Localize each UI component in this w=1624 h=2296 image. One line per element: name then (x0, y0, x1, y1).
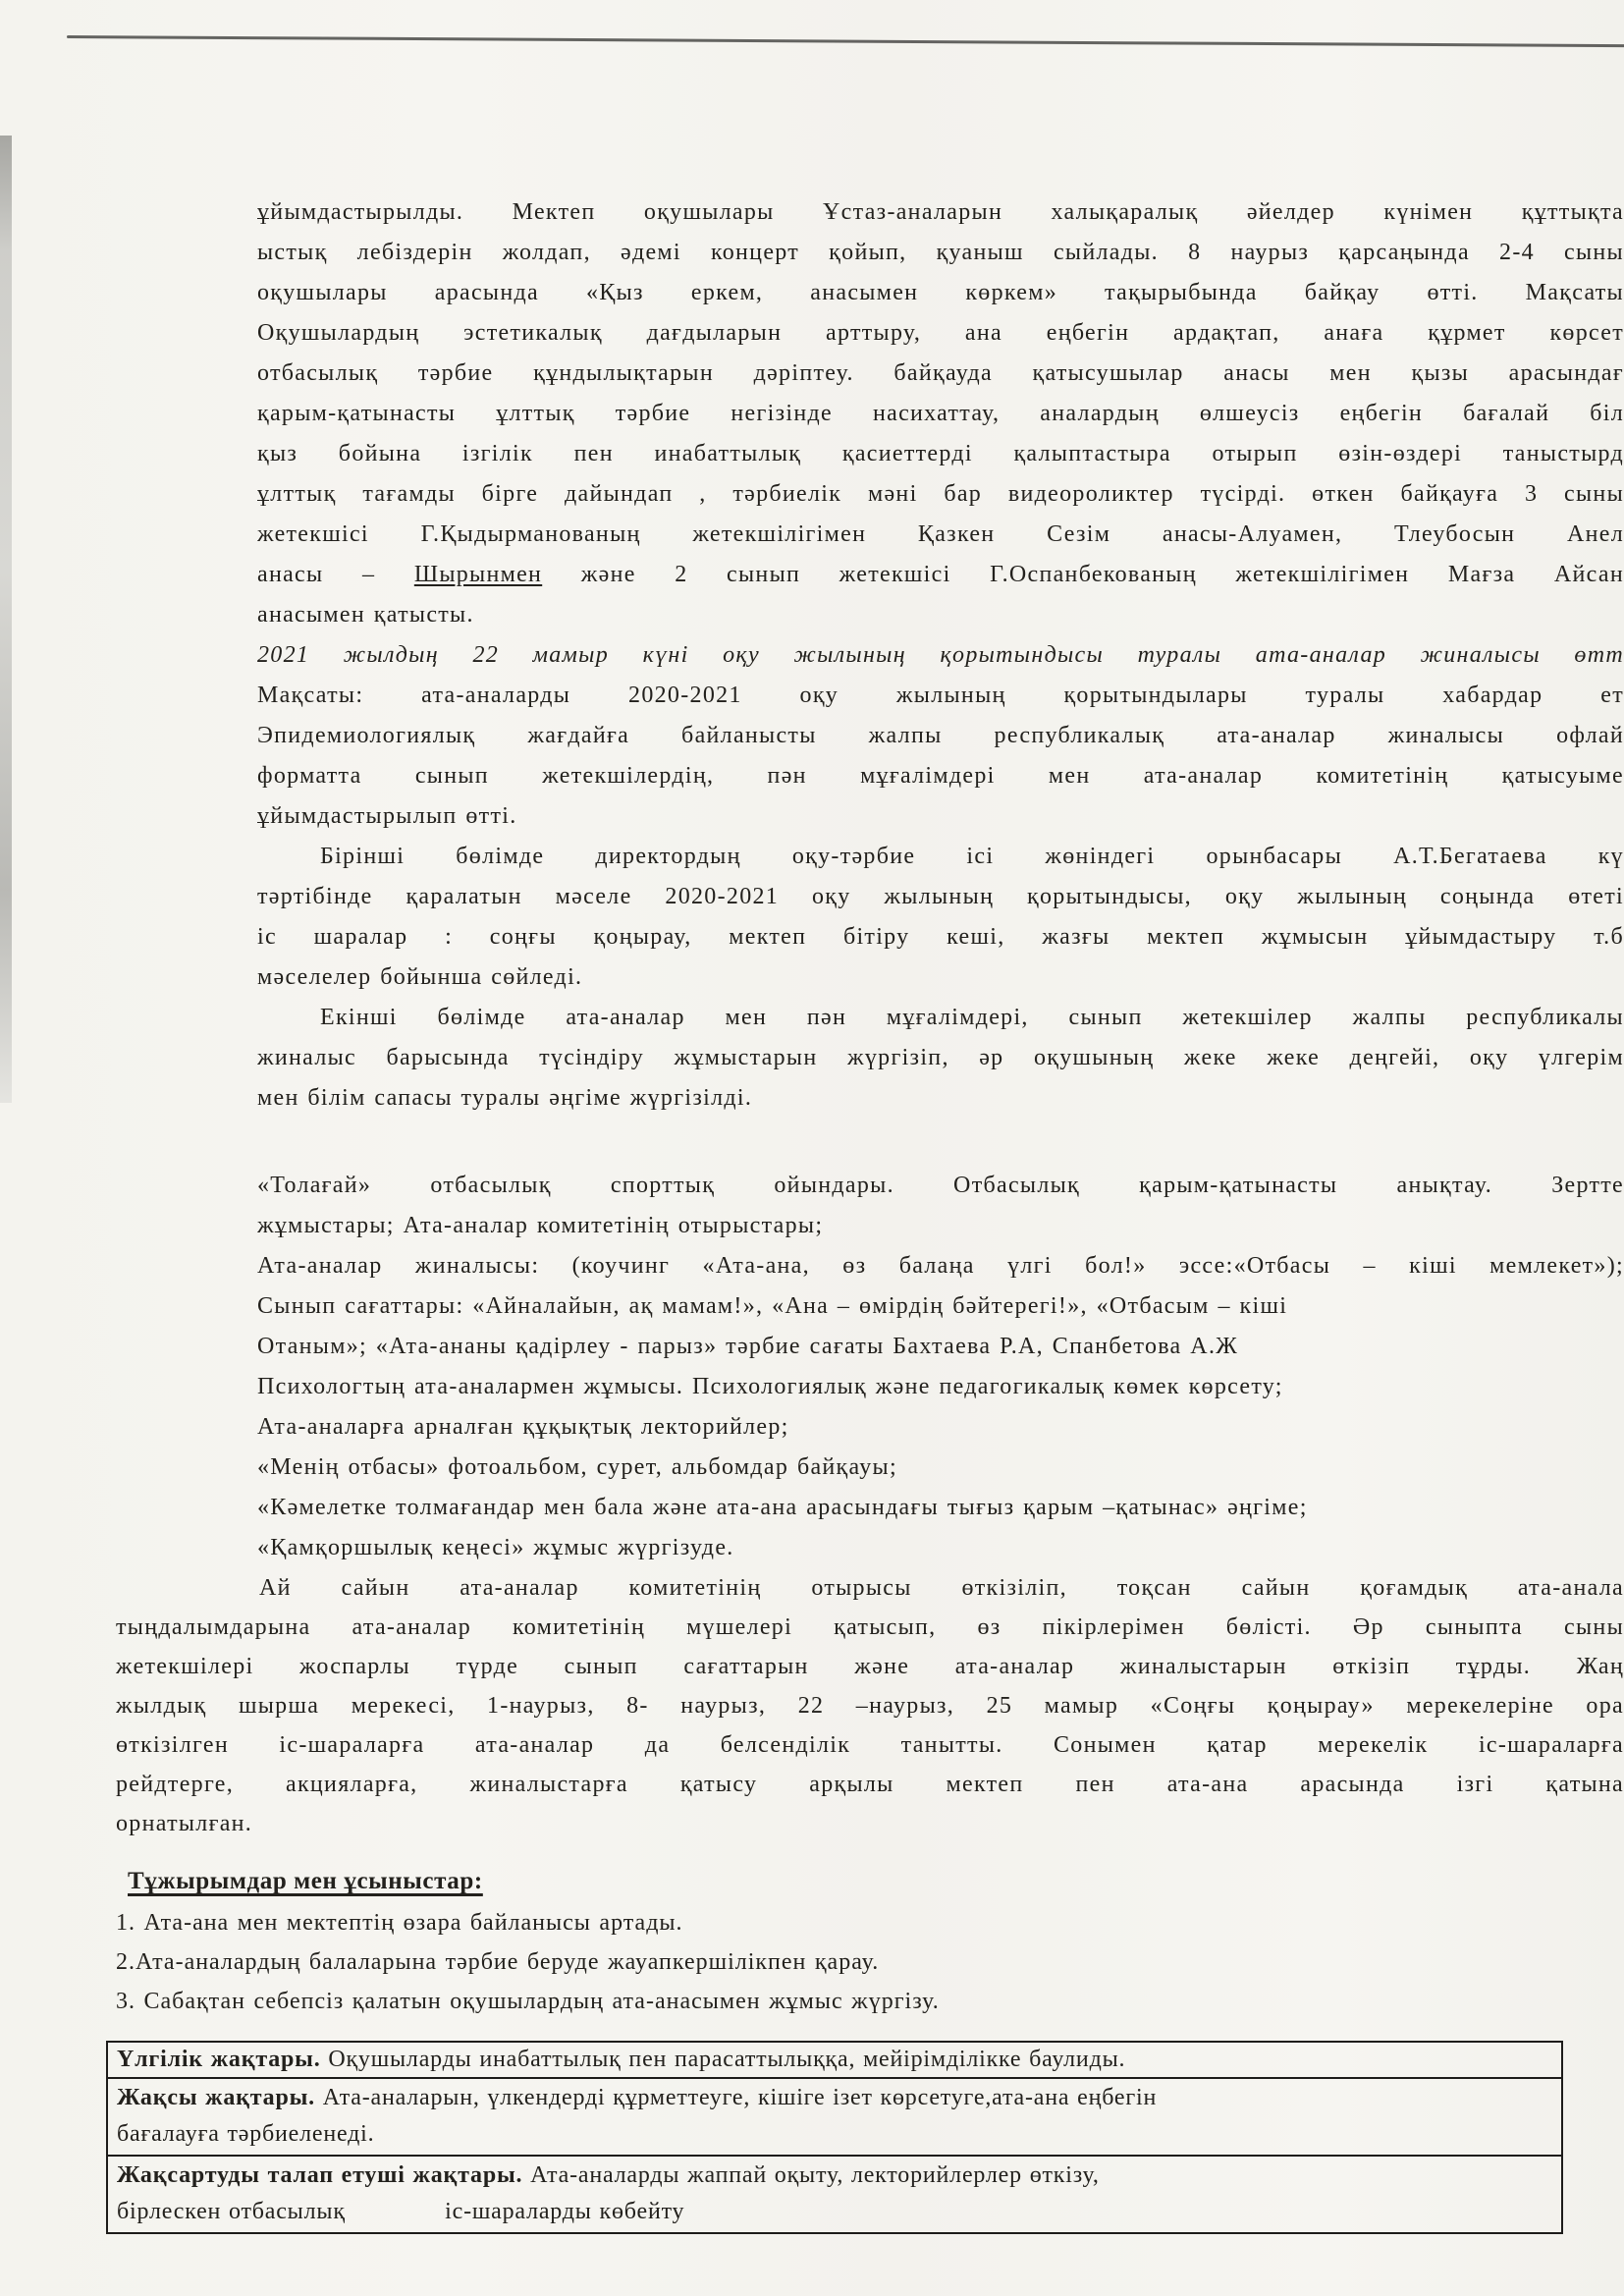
text-line: жетекшілері жоспарлы түрде сынып сағаттарын және ата-аналар жиналыстарын өткізіп тұрды. Жаң (116, 1654, 1624, 1679)
table-row (108, 2157, 1561, 2232)
text-line (257, 555, 1624, 595)
conclusions-list (116, 1903, 1589, 2021)
text-line: Отаным»; «Ата-ананы қадірлеу - парыз» тәрбие сағаты Бахтаева Р.А, Спанбетова А.Ж (257, 1334, 1239, 1359)
text-line: Мақсаты: ата-аналарды 2020-2021 оқу жылының қорытындылары туралы хабардар ет (257, 683, 1624, 708)
text-line: «Кәмелетке толмағандар мен бала және ата-ана арасындағы тығыз қарым –қатынас» әңгіме; (257, 1488, 1624, 1528)
list-item (257, 1448, 1624, 1488)
text-line: «Менің отбасы» фотоальбом, сурет, альбомдар байқауы; (257, 1448, 1624, 1488)
text-line: Сынып сағаттары: «Айналайын, ақ мамам!», «Ана – өмірдің бәйтерегі!», «Отбасым – кіші (257, 1286, 1624, 1327)
text-line: ыстық лебіздерін жолдап, әдемі концерт қойып, қуаныш сыйлады. 8 наурыз қарсаңында 2-4 сыны (257, 240, 1624, 265)
list-item (257, 1246, 1624, 1286)
conclusions-section (128, 1862, 1502, 1903)
list-item (257, 998, 1624, 1119)
text-line: ұйымдастырылып өтті. (257, 803, 517, 829)
text-line: қарым-қатынасты ұлттық тәрбие негізінде насихаттау, аналардың өлшеусіз еңбегін бағалай біл (257, 401, 1624, 426)
text-line: іс шаралар : соңғы қоңырау, мектеп бітіру кеші, жазғы мектеп жұмысын ұйымдастыру т.б (257, 924, 1624, 950)
text-line: орнатылған. (116, 1811, 253, 1836)
text-line: оқушылары арасында «Қыз еркем, анасымен көркем» тақырыбында байқау өтті. Мақсаты (257, 280, 1624, 305)
text-line: Бірінші бөлімде директордың оқу-тәрбие ісі жөніндегі орынбасары А.Т.Бегатаева кү (257, 837, 1624, 877)
conclusion-item: 2.Ата-аналардың балаларына тәрбие беруде жауапкершілікпен қарау. (116, 1949, 880, 1975)
scan-shadow-strip (0, 136, 12, 1103)
table-border (106, 2041, 1563, 2234)
row-text: бағалауға тәрбиеленеді. (117, 2121, 375, 2147)
list-item (257, 1528, 1624, 1568)
text-line: рейдтерге, акцияларға, жиналыстарға қатысу арқылы мектеп пен ата-ана арасында ізгі қатына (116, 1772, 1624, 1797)
text-line: Эпидемиологиялық жағдайға байланысты жалпы республикалық ата-аналар жиналысы офлай (257, 723, 1624, 748)
underlined-text: Шырынмен (413, 562, 543, 587)
text-line: жылдық шырша мерекесі, 1-наурыз, 8- наурыз, 22 –наурыз, 25 мамыр «Соңғы қоңырау» мерекелеріне ора (116, 1693, 1624, 1719)
row-label: Үлгілік жақтары. (117, 2047, 321, 2072)
list-item (257, 635, 1624, 837)
text-line: мәселелер бойынша сөйледі. (257, 964, 583, 990)
list-item (257, 1286, 1624, 1367)
text-line: отбасылық тәрбие құндылықтарын дәріптеу. байқауда қатысушылар анасы мен қызы арасындағ (257, 360, 1624, 386)
scan-edge-line (67, 35, 1624, 47)
text-segment: анасы – (257, 562, 414, 587)
text-line: Ата-аналарға арналған құқықтық лекторийлер; (257, 1407, 1624, 1448)
list-item (257, 1488, 1624, 1528)
conclusion-item: 3. Сабақтан себепсіз қалатын оқушылардың ата-анасымен жұмыс жүргізу. (116, 1989, 940, 2014)
text-line: анасымен қатысты. (257, 602, 474, 628)
row-text: Оқушыларды инабаттылық пен парасаттылыққа, мейірімділікке баулиды. (320, 2047, 1126, 2072)
text-line: Оқушылардың эстетикалық дағдыларын арттыру, ана еңбегін ардақтап, анаға құрмет көрсет (257, 320, 1624, 346)
text-line: жиналыс барысында түсіндіру жұмыстарын жүргізіп, әр оқушының жеке жеке деңгейі, оқу үлгерім (257, 1045, 1624, 1070)
text-line: жұмыстары; Ата-аналар комитетінің отырыстары; (257, 1213, 824, 1238)
conclusion-item: 1. Ата-ана мен мектептің өзара байланысы артады. (116, 1910, 683, 1936)
row-text: Ата-аналарды жаппай оқыту, лекторийлерлер өткізу, (522, 2162, 1100, 2188)
table-row (108, 2043, 1561, 2079)
list-item (257, 1407, 1624, 1448)
row-text: бірлескен отбасылық іс-шараларды көбейту (117, 2199, 685, 2224)
summary-table (106, 2041, 1563, 2234)
intro-paragraph (257, 192, 1624, 635)
row-label: Жақсы жақтары. (117, 2085, 315, 2110)
text-line: Екінші бөлімде ата-аналар мен пән мұғалімдері, сынып жетекшілер жалпы республикалы (257, 998, 1624, 1038)
text-segment: және 2 сынып жетекшісі Г.Оспанбекованың жетекшілігімен Мағза Айсан (542, 562, 1624, 587)
text-line: мен білім сапасы туралы әңгіме жүргізілді. (257, 1085, 753, 1111)
text-line: «Толағай» отбасылық спорттық ойындары. Отбасылық қарым-қатынасты анықтау. Зертте (257, 1166, 1624, 1206)
bullet-list (257, 635, 1624, 1568)
closing-paragraph (116, 1568, 1624, 1843)
table-row (108, 2079, 1561, 2157)
list-item (257, 1367, 1624, 1407)
text-line: ұлттық тағамды бірге дайындап , тәрбиелік мәні бар видеороликтер түсірді. өткен байқауға 3 сыны (257, 481, 1624, 507)
text-line: тыңдалымдарына ата-аналар комитетінің мүшелері қатысып, өз пікірлерімен бөлісті. Әр сыныпта сыны (116, 1614, 1624, 1640)
text-line: Ата-аналар жиналысы: (коучинг «Ата-ана, өз балаңа үлгі бол!» эссе:«Отбасы – кіші мемлекет»); (257, 1246, 1624, 1286)
text-line: тәртібінде қаралатын мәселе 2020-2021 оқу жылының қорытындысы, оқу жылының соңында өтеті (257, 884, 1624, 909)
row-text: Ата-аналарын, үлкендерді құрметтеуге, кішіге ізет көрсетуге,ата-ана еңбегін (314, 2085, 1158, 2110)
row-label: Жақсартуды талап етуші жақтары. (117, 2162, 523, 2188)
text-line: қыз бойына ізгілік пен инабаттылық қасиеттерді қалыптастыра отырып өзін-өздері таныстырд (257, 441, 1624, 466)
list-item (257, 837, 1624, 998)
text-line: ұйымдастырылды. Мектеп оқушылары Ұстаз-аналарын халықаралық әйелдер күнімен құттықта (257, 199, 1624, 225)
list-item (257, 1166, 1624, 1246)
text-line: форматта сынып жетекшілердің, пән мұғалімдері мен ата-аналар комитетінің қатысуыме (257, 763, 1624, 789)
text-line: өткізілген іс-шараларға ата-аналар да белсенділік танытты. Сонымен қатар мерекелік іс-шараларға (116, 1732, 1624, 1758)
text-line: Ай сайын ата-аналар комитетінің отырысы өткізіліп, тоқсан сайын қоғамдық ата-анала (259, 1575, 1624, 1601)
text-line: жетекшісі Г.Қыдырманованың жетекшілігімен Қазкен Сезім анасы-Алуамен, Тлеубосын Анел (257, 521, 1624, 547)
text-line: «Қамқоршылық кеңесі» жұмыс жүргізуде. (257, 1528, 1624, 1568)
conclusions-heading: Тұжырымдар мен ұсыныстар: (128, 1868, 483, 1894)
text-line: Психологтың ата-аналармен жұмысы. Психологиялық және педагогикалық көмек көрсету; (257, 1367, 1624, 1407)
italic-text-line: 2021 жылдың 22 мамыр күні оқу жылының қорытындысы туралы ата-аналар жиналысы өтт (257, 635, 1624, 676)
